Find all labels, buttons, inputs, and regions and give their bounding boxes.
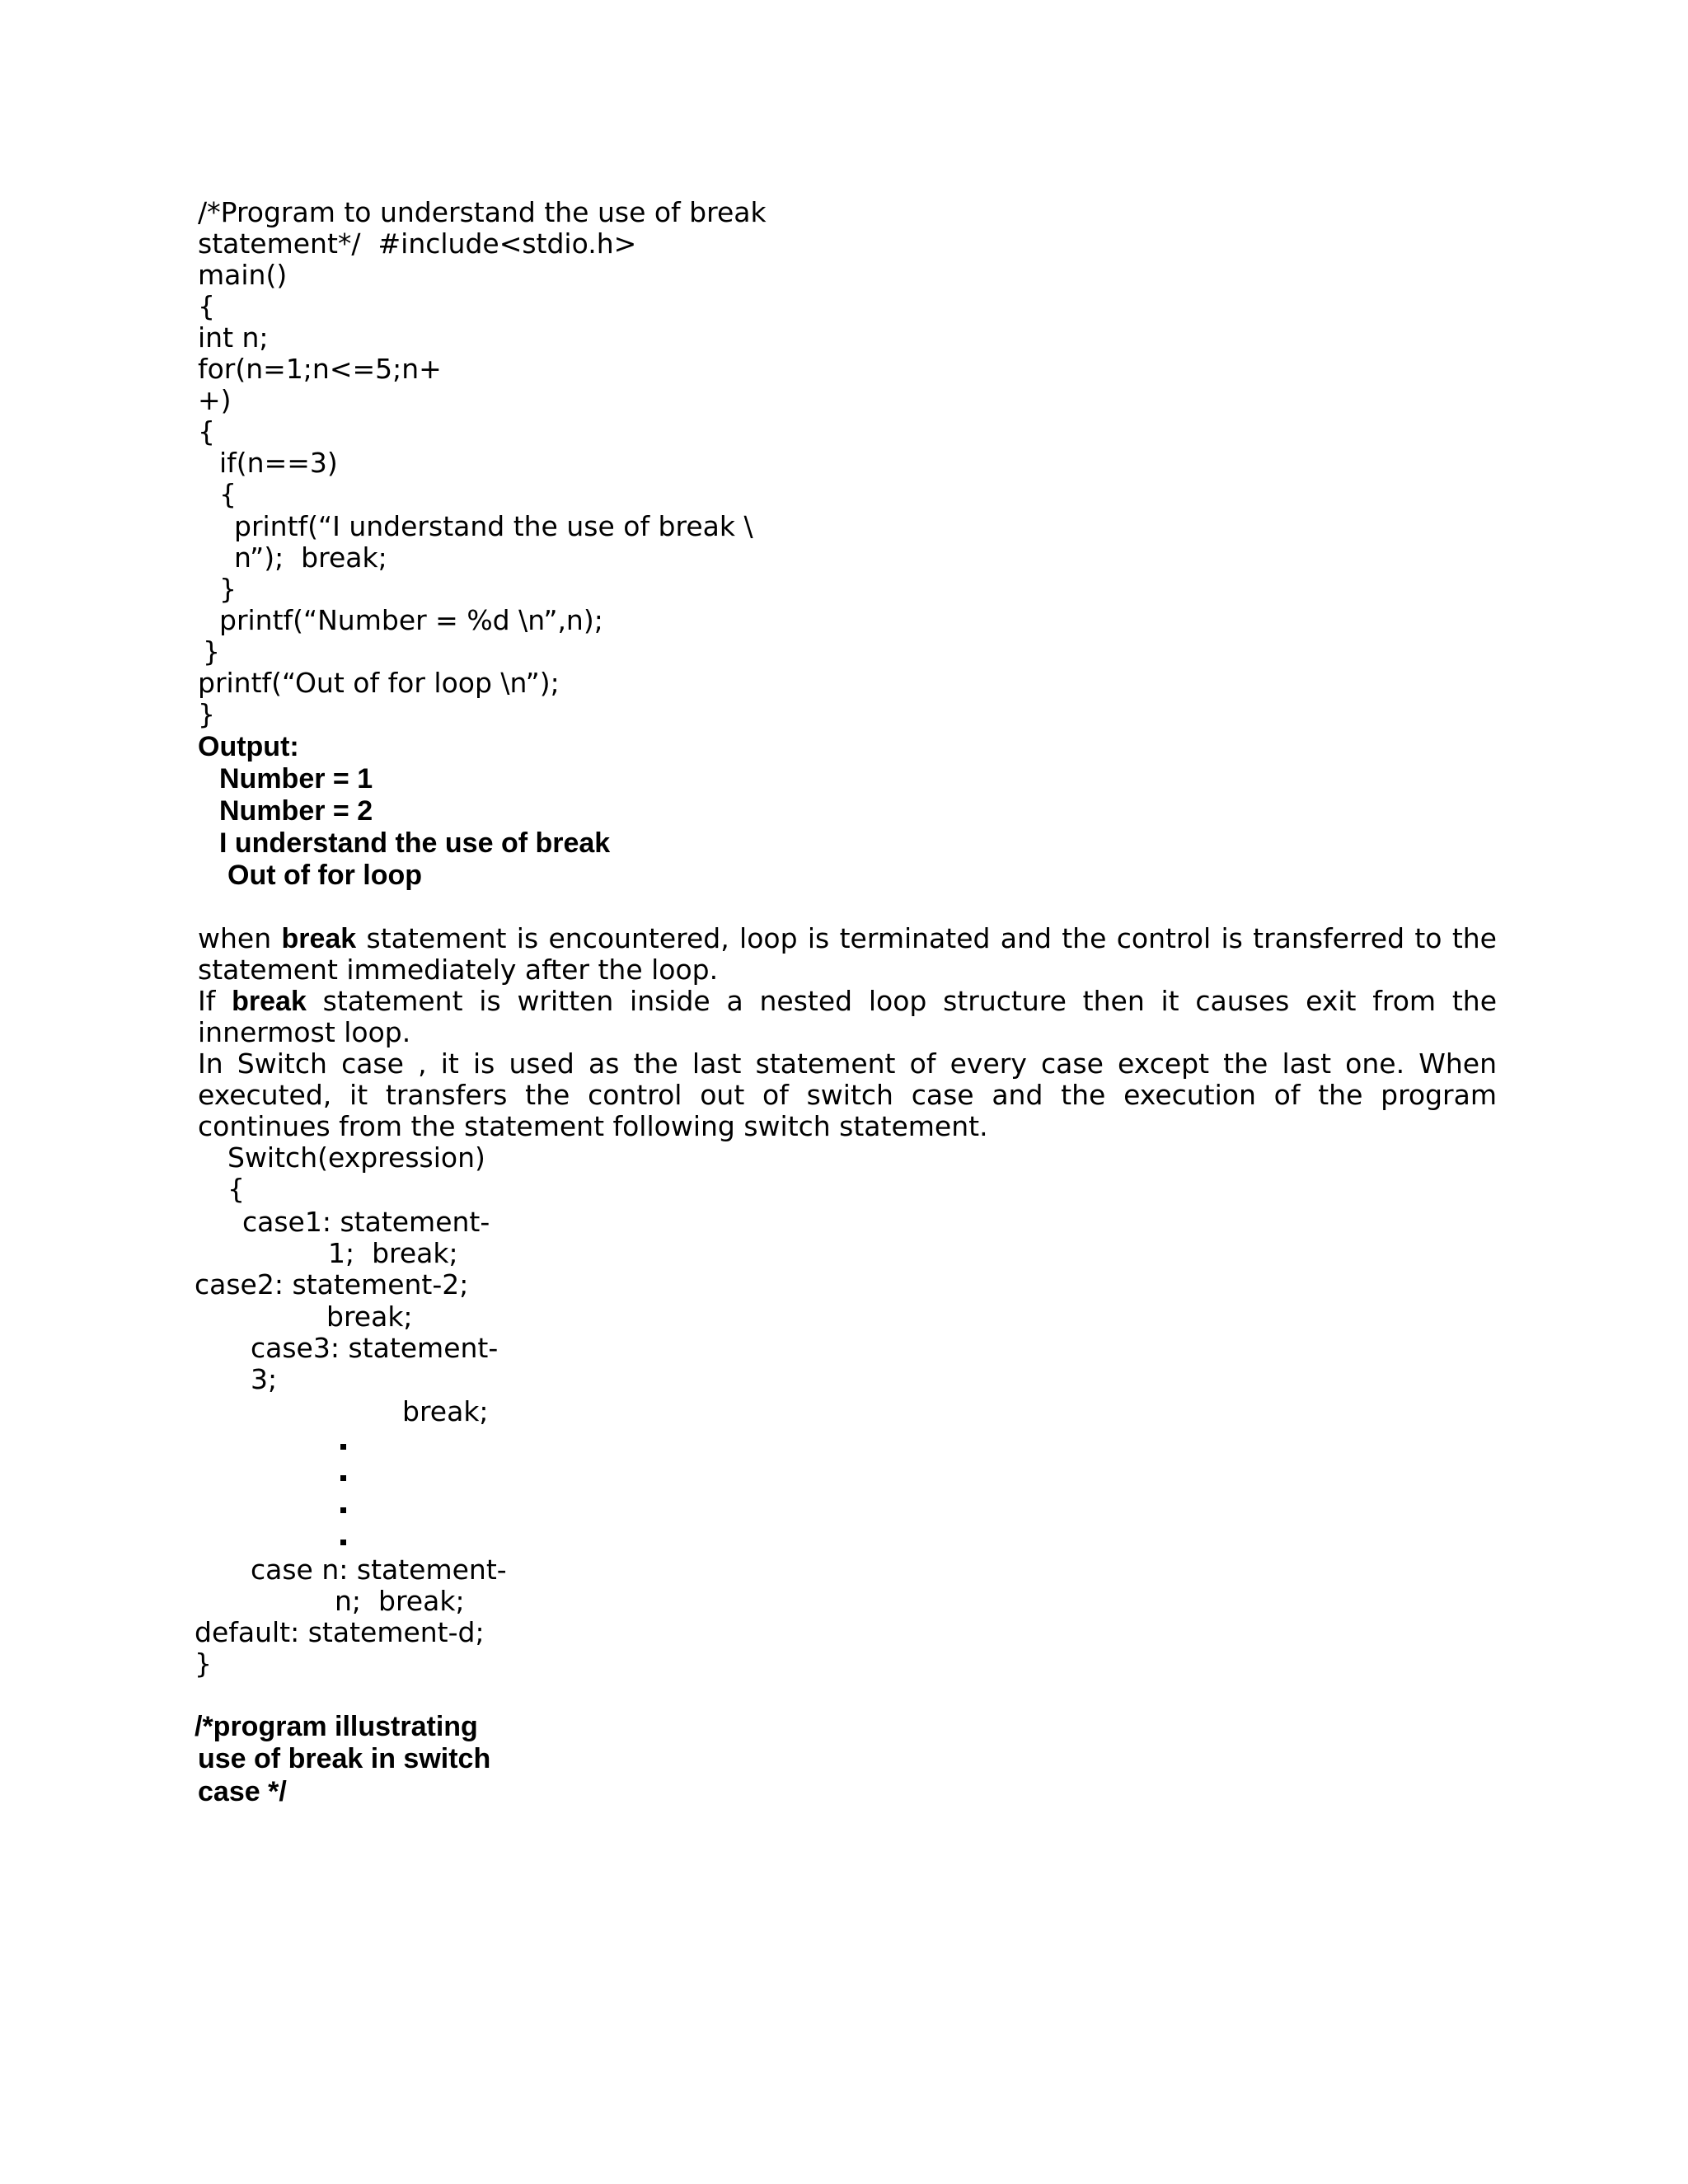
code-line: n; break;: [335, 1585, 465, 1617]
comment-line: case */: [198, 1776, 287, 1807]
code-line: printf(“Number = %d \n”,n);: [219, 604, 603, 636]
code-line: if(n==3): [219, 447, 338, 479]
code-line: +): [198, 384, 232, 416]
bold-keyword: break: [281, 923, 357, 954]
code-line: }: [203, 635, 220, 668]
code-line: {: [198, 290, 215, 322]
code-line: printf(“I understand the use of break \: [234, 510, 753, 542]
code-line: break;: [326, 1301, 413, 1333]
code-line: }: [195, 1647, 212, 1680]
output-line: Number = 1: [219, 763, 373, 794]
paragraph-break-loop: when break statement is encountered, loop is terminated and the control is transferred to the statement immediately after the loop.: [198, 922, 1497, 986]
code-line: 1; break;: [328, 1237, 458, 1269]
code-line: main(): [198, 259, 288, 291]
ellipsis-dot: [340, 1507, 346, 1513]
paragraph-nested-loop: If break statement is written inside a nested loop structure then it causes exit from the innermost loop.: [198, 985, 1497, 1048]
code-line: n”); break;: [234, 541, 387, 574]
code-line: int n;: [198, 321, 269, 354]
code-line: }: [219, 573, 237, 605]
code-line: case n: statement-: [251, 1554, 507, 1586]
output-line: I understand the use of break: [219, 827, 611, 859]
ellipsis-dot: [340, 1540, 346, 1545]
ellipsis-dot: [340, 1475, 346, 1481]
code-line: printf(“Out of for loop \n”);: [198, 667, 560, 699]
code-line: for(n=1;n<=5;n+: [198, 353, 442, 385]
code-line: case3: statement-: [251, 1332, 499, 1364]
code-line: {: [198, 415, 215, 448]
code-line: Switch(expression): [227, 1141, 485, 1174]
bold-keyword: break: [232, 986, 307, 1017]
code-line: {: [219, 478, 237, 510]
ellipsis-dot: [340, 1444, 346, 1450]
code-line: }: [198, 698, 215, 730]
comment-line: use of break in switch: [198, 1743, 491, 1774]
paragraph-switch-case: In Switch case , it is used as the last statement of every case except the last one. When executed, it transfers the control out of switch case and the execution of the program continues from the statement following switch statement.: [198, 1047, 1497, 1142]
output-line: Out of for loop: [227, 860, 423, 891]
code-line: 3;: [251, 1363, 278, 1395]
code-line: case1: statement-: [242, 1206, 490, 1238]
code-line: default: statement-d;: [195, 1616, 485, 1648]
output-line: Number = 2: [219, 795, 373, 827]
code-line: case2: statement-2;: [195, 1268, 469, 1301]
code-line: {: [227, 1173, 245, 1205]
output-heading: Output:: [198, 731, 299, 762]
comment-line: /*program illustrating: [195, 1711, 478, 1742]
code-line: break;: [402, 1395, 489, 1427]
code-line: statement*/ #include<stdio.h>: [198, 227, 637, 260]
code-line: /*Program to understand the use of break: [198, 196, 767, 228]
